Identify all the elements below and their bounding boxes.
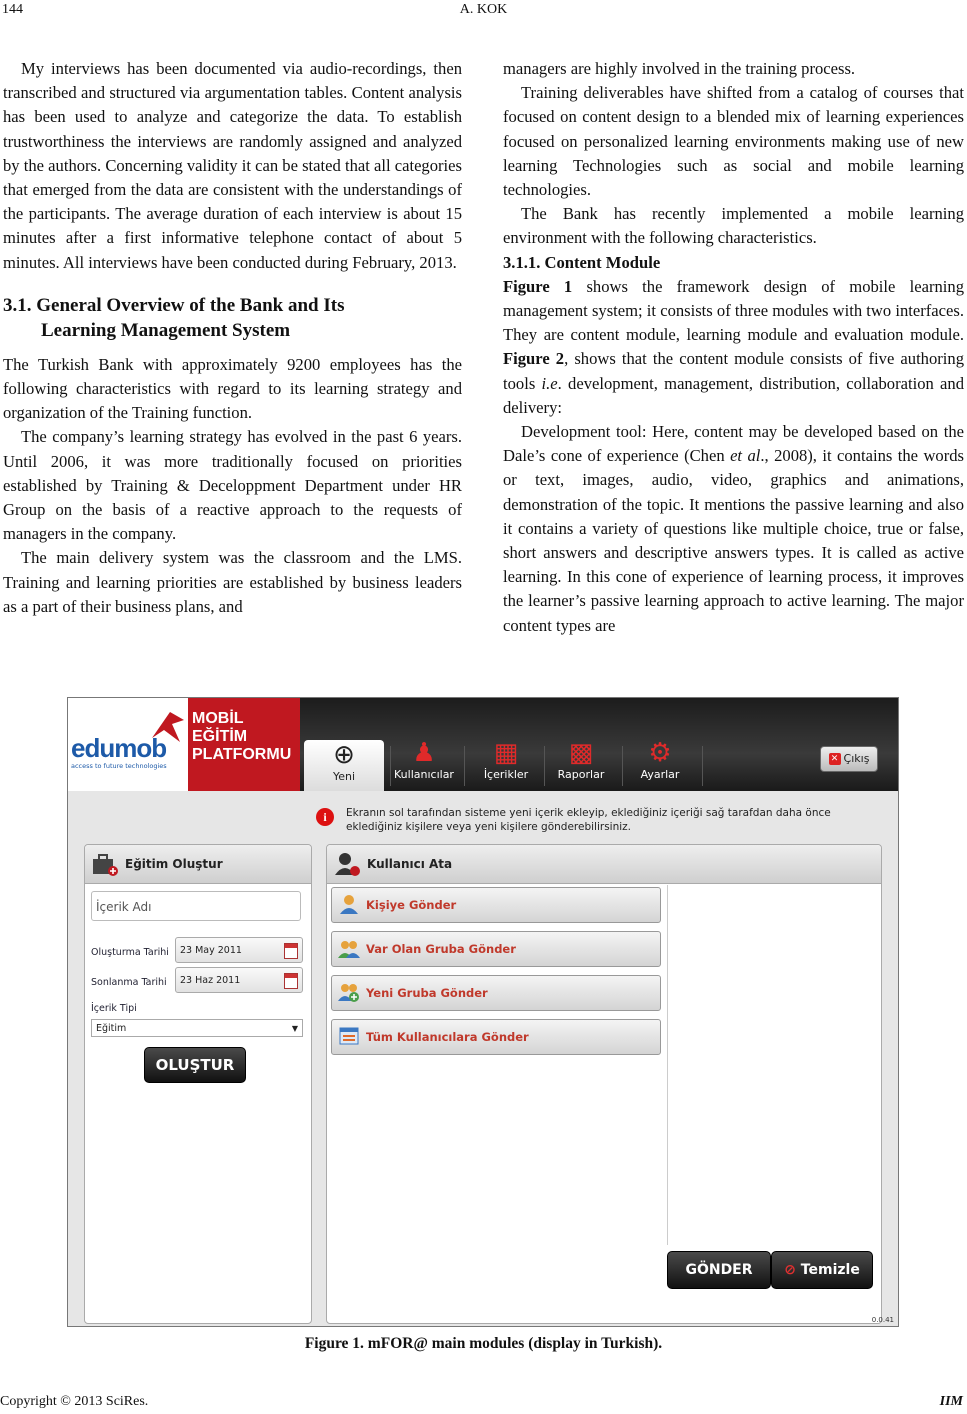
clear-button[interactable]: ⊘ Temizle <box>771 1251 873 1289</box>
info-message: i Ekranın sol tarafından sisteme yeni içerik ekleyip, eklediğiniz içeriği sağ tarafdan daha önce eklediğiniz kişilere veya yeni kişilere gönderebilirsiniz. <box>316 804 876 840</box>
group-icon <box>338 937 360 959</box>
send-to-new-group-button[interactable]: Yeni Gruba Gönder <box>331 975 661 1011</box>
calendar-icon[interactable] <box>284 943 298 959</box>
calendar-icon[interactable] <box>284 973 298 989</box>
figure-ref[interactable]: Figure 1 <box>503 276 573 296</box>
journal-name: IIM <box>939 1394 963 1409</box>
paragraph: managers are highly involved in the training process. <box>503 59 856 78</box>
tab-users[interactable]: ♟ Kullanıcılar <box>384 738 464 790</box>
end-date-field[interactable]: 23 Haz 2011 <box>175 967 303 993</box>
recipient-list[interactable] <box>667 885 876 1245</box>
chevron-down-icon: ▼ <box>291 1024 298 1033</box>
platform-title: MOBİL EĞİTİM PLATFORMU <box>192 710 292 763</box>
user-add-icon <box>333 851 361 877</box>
paragraph: Training deliverables have shifted from a catalog of courses that focused on content design to a blended mix of learning experiences focused on personalized learning environments making use of new learning Technologies such as social and mobile learning technologies. <box>503 83 964 200</box>
user-icon <box>338 893 360 915</box>
page-number: 144 <box>2 2 23 17</box>
logo-text: edumob <box>71 733 167 763</box>
close-icon: ✕ <box>829 753 841 765</box>
figure-caption: Figure 1. mFOR@ main modules (display in Turkish). <box>304 1335 663 1352</box>
logout-button[interactable]: ✕ Çıkış <box>820 746 878 772</box>
create-training-panel <box>84 844 312 1324</box>
left-column <box>3 57 462 619</box>
section-heading: 3.1. General Overview of the Bank and Its Learning Management System <box>3 294 345 341</box>
tab-reports[interactable]: ▩ Raporlar <box>541 738 621 790</box>
tab-new[interactable]: ⊕ Yeni <box>304 740 384 791</box>
list-icon <box>338 1025 360 1047</box>
paragraph: My interviews has been documented via audio-recordings, then transcribed and structured via argumentation tables. Content analysis has been used to analyze and categorize the data. To establish trustworthiness the interviews are randomly assigned and analyzed by the authors. Concerning validity it can be stated that all categories that emerged from the data are consistent with the understandings of the participants. The average duration of each interview is about 15 minutes after a first informative telephone contact of about 5 minutes. All interviews have been conducted during February, 2013. <box>3 59 462 272</box>
version-label: 0.0.41 <box>871 1316 894 1324</box>
assign-user-panel <box>326 844 882 1324</box>
send-to-person-button[interactable]: Kişiye Gönder <box>331 887 661 923</box>
panel-header: Eğitim Oluştur <box>85 845 311 884</box>
briefcase-add-icon <box>91 851 119 877</box>
page-header <box>0 2 967 22</box>
created-date-field[interactable]: 23 May 2011 <box>175 937 303 963</box>
send-to-all-users-button[interactable]: Tüm Kullanıcılara Gönder <box>331 1019 661 1055</box>
send-to-existing-group-button[interactable]: Var Olan Gruba Gönder <box>331 931 661 967</box>
subsection-heading: 3.1.1. Content Module <box>503 252 661 272</box>
cancel-icon: ⊘ <box>784 1262 796 1278</box>
created-date-label: Oluşturma Tarihi <box>91 947 169 958</box>
content-type-label: İçerik Tipi <box>91 1003 137 1014</box>
tab-settings[interactable]: ⚙ Ayarlar <box>620 738 700 790</box>
paragraph: The main delivery system was the classroom and the LMS. Training and learning priorities are established by business leaders as a part of their business plans, and <box>3 548 462 616</box>
logo <box>68 698 188 791</box>
top-navigation-bar <box>68 698 898 791</box>
gear-icon: ⚙ <box>648 738 672 768</box>
end-date-label: Sonlanma Tarihi <box>91 977 167 988</box>
send-button[interactable]: GÖNDER <box>667 1251 771 1289</box>
paragraph: The Bank has recently implemented a mobile learning environment with the following characteristics. <box>503 204 964 248</box>
panel-header: Kullanıcı Ata <box>327 845 881 884</box>
content-type-select[interactable]: Eğitim ▼ <box>91 1019 303 1037</box>
logo-tagline: access to future technologies <box>71 762 167 770</box>
info-icon: i <box>316 808 334 826</box>
paragraph: The company’s learning strategy has evolved in the past 6 years. Until 2006, it was more traditionally focused on priorities established by Training & Deceloppment Department under HR Group on the basis of a reactive approach to the requests of managers in the company. <box>3 427 462 544</box>
group-add-icon <box>338 981 360 1003</box>
app-screenshot <box>67 697 899 1327</box>
paragraph: Development tool: Here, content may be developed based on the Dale’s cone of experience (Chen et al., 2008), it contains the words or text, images, audio, video, graphics and animations, demonstration of the topic. It mentions the passive learning and also it contains a variety of questions like multiple choice, true or false, short answers and descriptive answers types. It is called as active learning. In this cone of experience of learning process, it improves the learner’s passive learning approach to active learning. The major content types are <box>503 422 964 635</box>
plus-circle-icon: ⊕ <box>333 740 355 770</box>
paragraph: Figure 1 shows the framework design of mobile learning management system; it consists of three modules with two interfaces. They are content module, learning module and evaluation module. Figure 2, shows that the content module consists of five authoring tools i.e. development, management, distribution, collaboration and delivery: <box>503 276 965 417</box>
film-icon: ▦ <box>493 738 519 768</box>
figure-ref[interactable]: Figure 2 <box>503 349 565 369</box>
tab-contents[interactable]: ▦ İçerikler <box>466 738 546 790</box>
user-icon: ♟ <box>412 738 436 768</box>
content-name-input[interactable]: İçerik Adı <box>91 891 301 921</box>
paragraph: The Turkish Bank with approximately 9200 employees has the following characteristics with regard to its learning strategy and organization of the Training function. <box>3 354 462 423</box>
right-column <box>503 57 964 638</box>
copyright: Copyright © 2013 SciRes. <box>0 1394 149 1409</box>
create-button[interactable]: OLUŞTUR <box>144 1047 246 1083</box>
running-author: A. KOK <box>459 2 508 17</box>
bar-chart-icon: ▩ <box>568 738 594 768</box>
